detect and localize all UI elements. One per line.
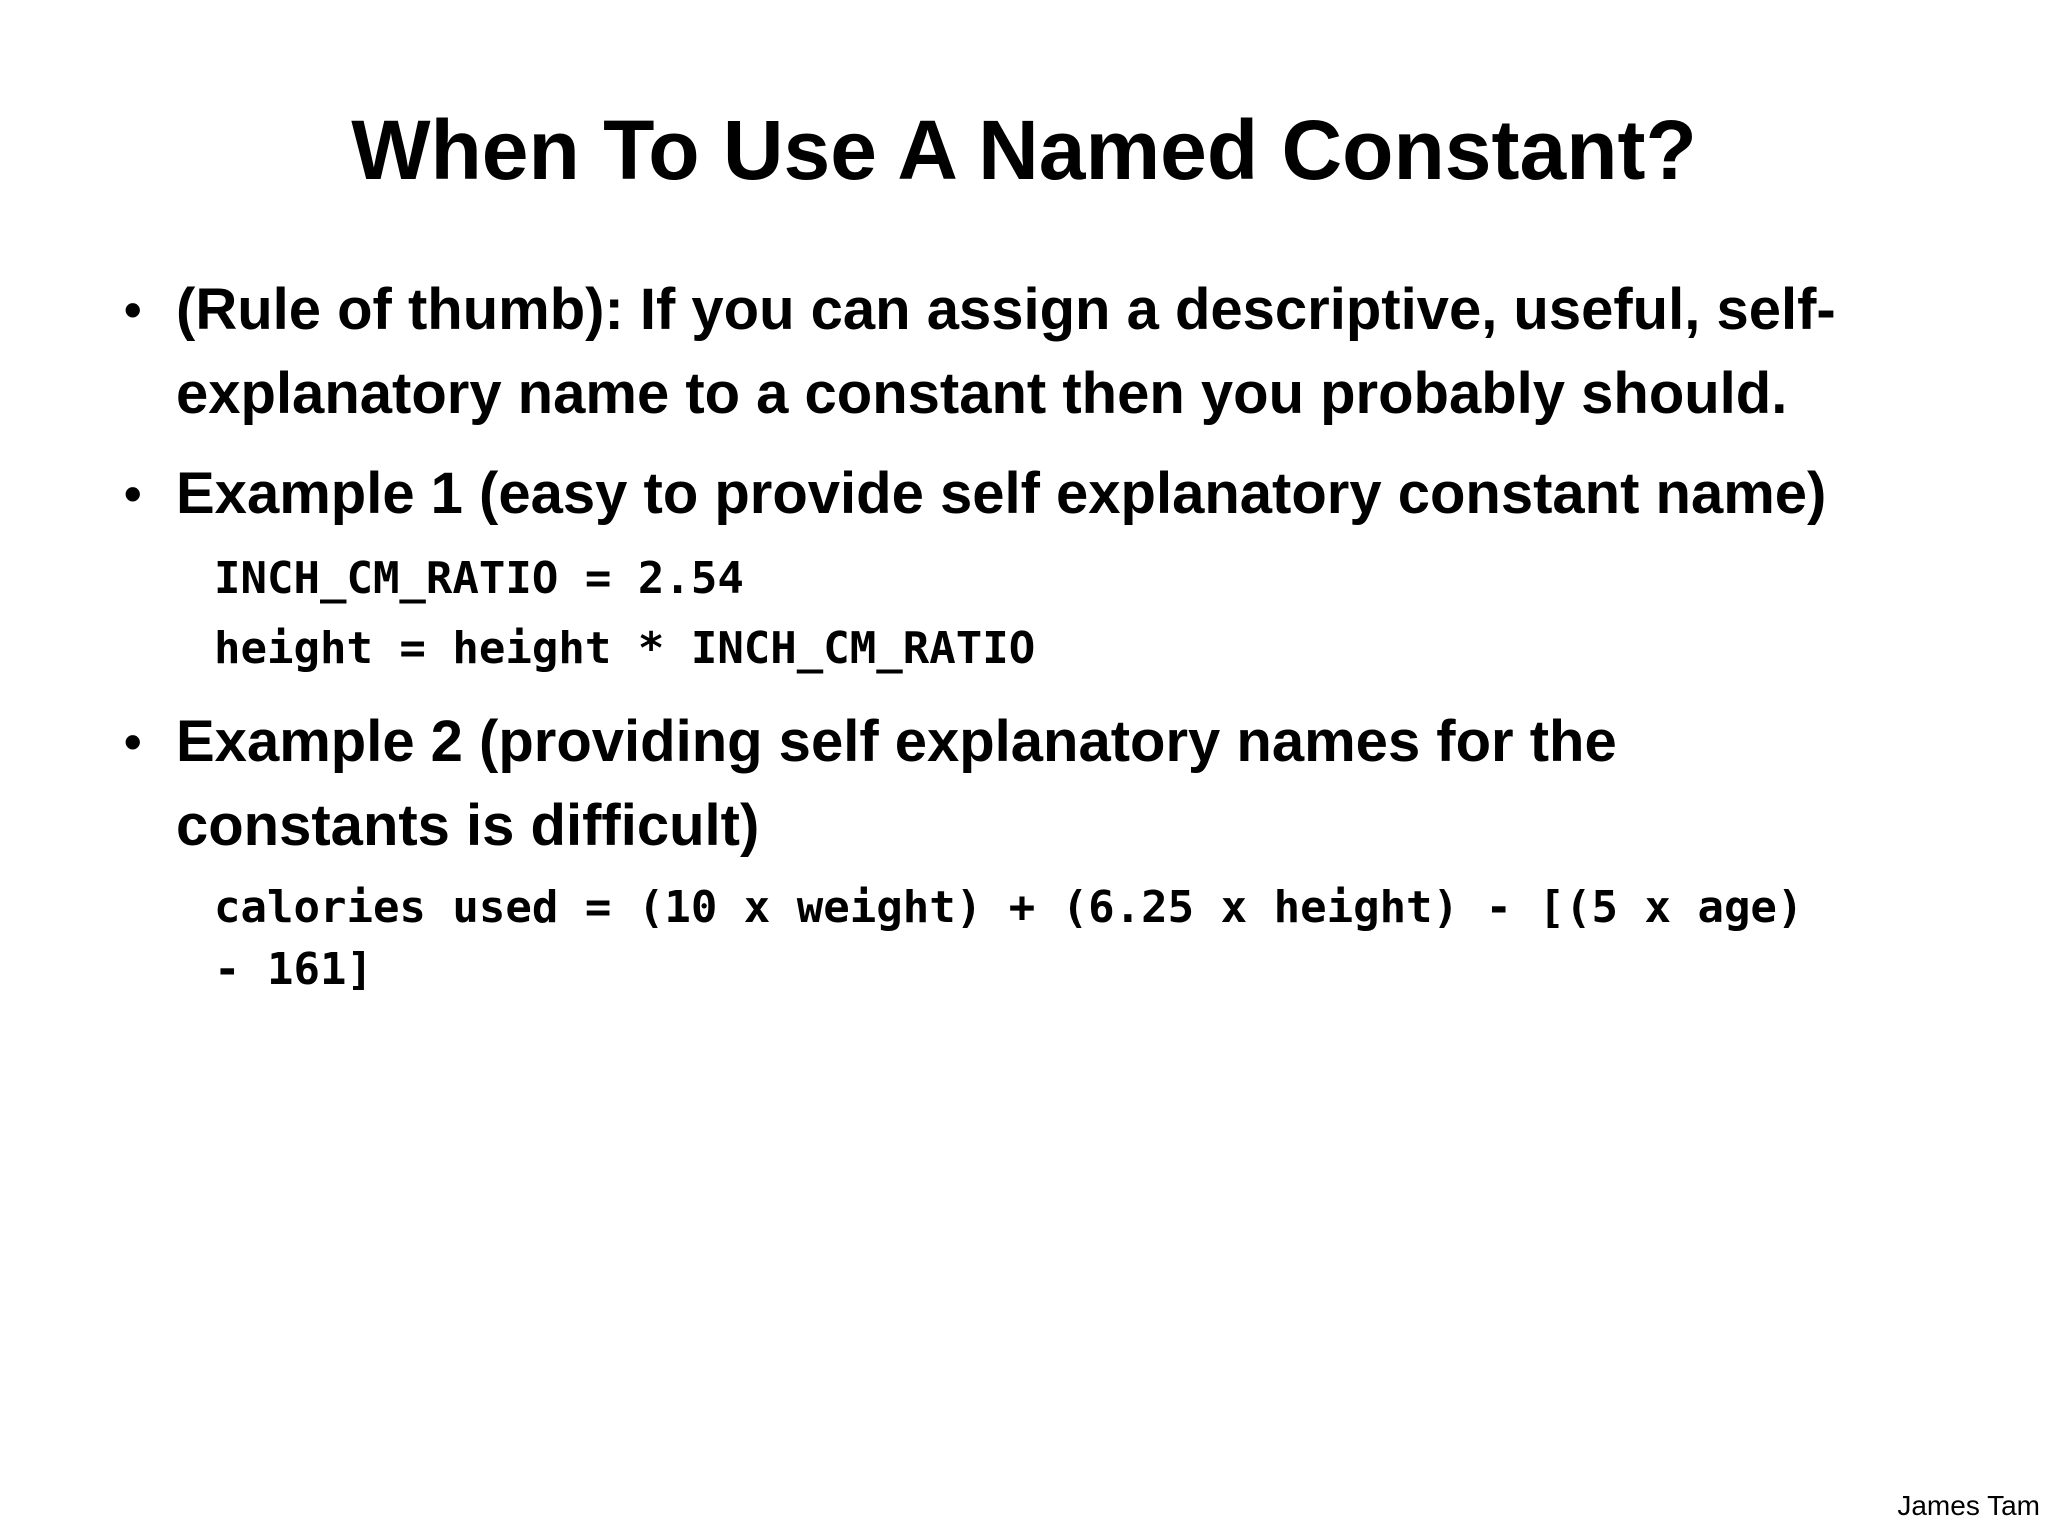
bullet-line: (Rule of thumb): If you can assign a descriptive, useful, self- xyxy=(176,277,1836,342)
code-line: INCH_CM_RATIO = 2.54 xyxy=(214,553,744,604)
bullet-icon: • xyxy=(124,714,142,770)
footer-author: James Tam xyxy=(1897,1490,2040,1521)
bullet-icon: • xyxy=(124,282,142,338)
code-line: height = height * INCH_CM_RATIO xyxy=(214,623,1036,674)
bullet-line: Example 1 (easy to provide self explanatory constant name) xyxy=(176,461,1827,526)
bullet-icon: • xyxy=(124,466,142,522)
bullet-line: Example 2 (providing self explanatory names for the xyxy=(176,709,1617,774)
code-line: - 161] xyxy=(214,944,373,995)
slide-title: When To Use A Named Constant? xyxy=(351,103,1697,197)
code-line: calories used = (10 x weight) + (6.25 x height) - [(5 x age) xyxy=(214,882,1804,933)
bullet-line: explanatory name to a constant then you probably should. xyxy=(176,361,1788,426)
bullet-line: constants is difficult) xyxy=(176,793,760,858)
